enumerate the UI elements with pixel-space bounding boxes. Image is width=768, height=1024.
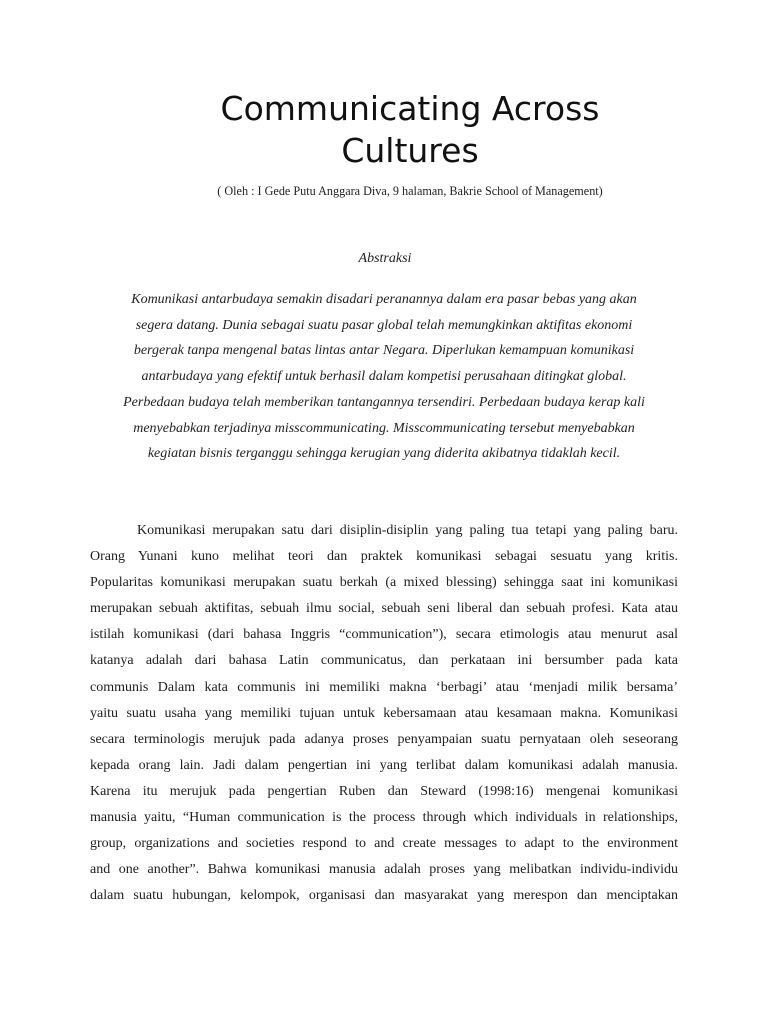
body-line: manusia yaitu, “Human communication is the process through which individuals in relationships, bbox=[90, 810, 678, 826]
body-line: dalam suatu hubungan, kelompok, organisasi dan masyarakat yang merespon dan menciptakan bbox=[90, 888, 678, 904]
body-line: istilah komunikasi (dari bahasa Inggris “communication”), secara etimologis atau menurut asal bbox=[90, 627, 678, 643]
body-line: merupakan sebuah aktifitas, sebuah ilmu social, sebuah seni liberal dan sebuah profesi. Kata atau bbox=[90, 601, 678, 617]
abstract-heading: Abstraksi bbox=[358, 251, 412, 266]
body-line: communis Dalam kata communis ini memiliki makna ‘berbagi’ atau ‘menjadi milik bersama’ bbox=[90, 679, 678, 695]
body-paragraph bbox=[90, 518, 678, 909]
document-title bbox=[160, 88, 660, 172]
abstract-line: Perbedaan budaya telah memberikan tantangannya tersendiri. Perbedaan budaya kerap kali bbox=[123, 394, 645, 410]
body-line: and one another”. Bahwa komunikasi manusia adalah proses yang melibatkan individu-individu bbox=[90, 862, 678, 878]
abstract-line: segera datang. Dunia sebagai suatu pasar global telah memungkinkan aktifitas ekonomi bbox=[135, 317, 633, 333]
abstract-line: menyebabkan terjadinya misscommunicating. Misscommunicating tersebut menyebabkan bbox=[133, 420, 635, 436]
title-line-2: Cultures bbox=[341, 131, 479, 170]
body-line: Popularitas komunikasi merupakan suatu berkah (a mixed blessing) sehingga saat ini komunikasi bbox=[90, 575, 678, 591]
body-line: group, organizations and societies respond to and create messages to adapt to the environment bbox=[90, 836, 678, 852]
body-line: katanya adalah dari bahasa Latin communicatus, dan perkataan ini bersumber pada kata bbox=[90, 653, 678, 669]
body-line: secara terminologis merujuk pada adanya proses penyampaian suatu pernyataan oleh seseorang bbox=[90, 731, 678, 747]
body-line: Karena itu merujuk pada pengertian Ruben dan Steward (1998:16) mengenai komunikasi bbox=[90, 783, 678, 799]
abstract-line: kegiatan bisnis terganggu sehingga kerugian yang diderita akibatnya tidaklah kecil. bbox=[147, 446, 621, 462]
body-line: yaitu suatu usaha yang memiliki tujuan untuk kebersamaan atau kesamaan makna. Komunikasi bbox=[90, 705, 678, 721]
abstract-line: antarbudaya yang efektif untuk berhasil dalam kompetisi perusahaan ditingkat global. bbox=[141, 369, 627, 385]
abstract-paragraph bbox=[92, 287, 676, 467]
abstract-line: Komunikasi antarbudaya semakin disadari peranannya dalam era pasar bebas yang akan bbox=[131, 292, 637, 307]
title-line-1: Communicating Across bbox=[220, 89, 600, 128]
body-line: Komunikasi merupakan satu dari disiplin-disiplin yang paling tua tetapi yang paling baru. bbox=[137, 523, 678, 538]
abstract-line: bergerak tanpa mengenal batas lintas antar Negara. Diperlukan kemampuan komunikasi bbox=[133, 343, 635, 359]
body-line: kepada orang lain. Jadi dalam pengertian ini yang terlibat dalam komunikasi adalah manusia. bbox=[90, 757, 678, 773]
body-line: Orang Yunani kuno melihat teori dan praktek komunikasi sebagai sesuatu yang kritis. bbox=[90, 549, 678, 565]
author-byline: ( Oleh : I Gede Putu Anggara Diva, 9 halaman, Bakrie School of Management) bbox=[217, 184, 603, 198]
